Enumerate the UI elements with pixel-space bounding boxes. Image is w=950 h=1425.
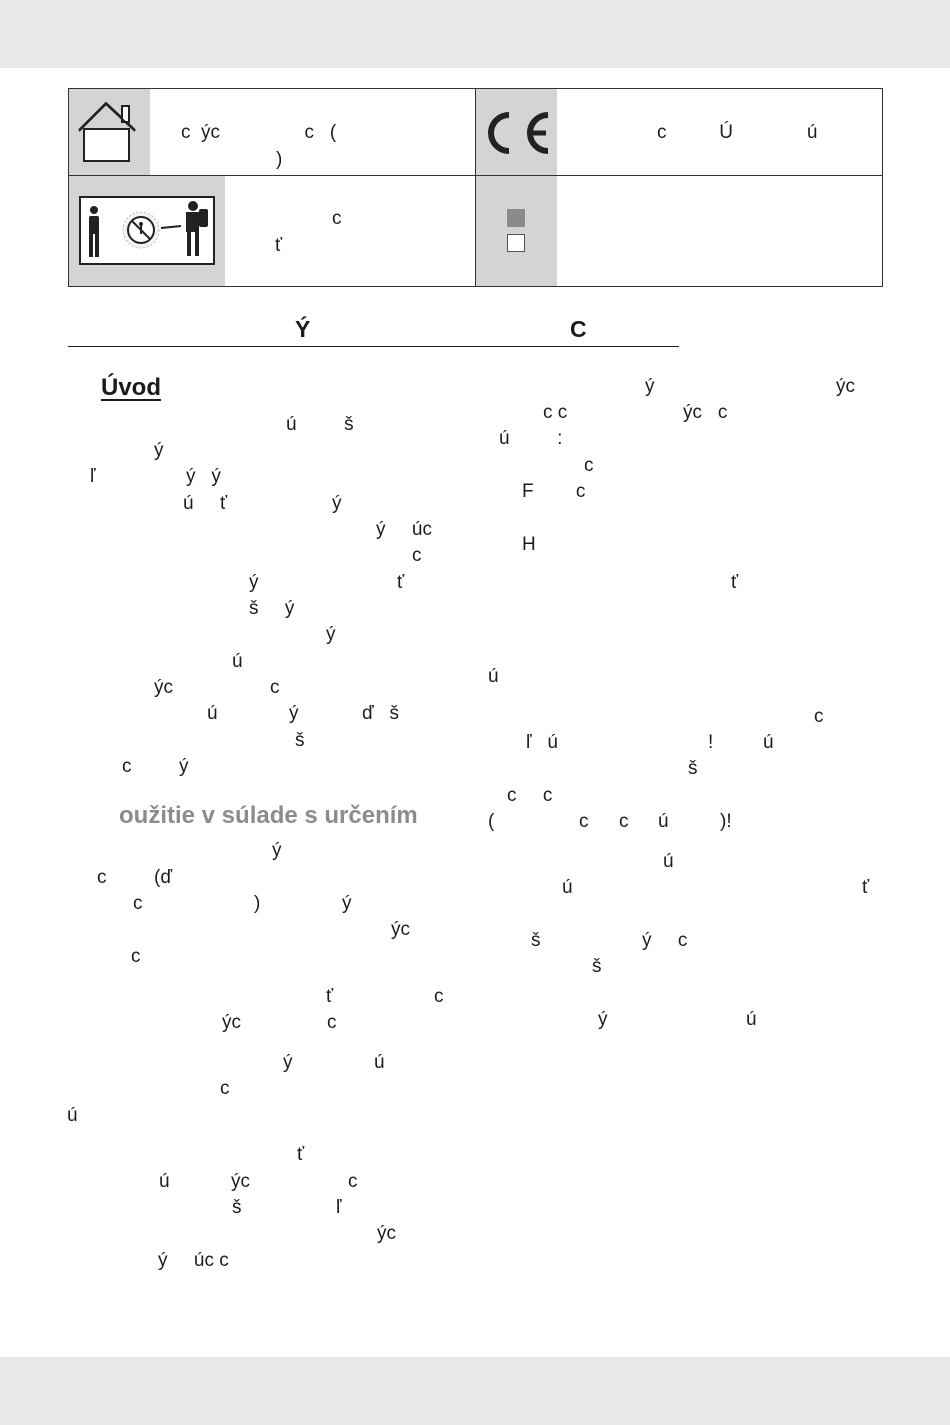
left-text-fragment: ľ (90, 466, 96, 487)
left-text-fragment: c (133, 893, 143, 914)
right-text-fragment: ú : (499, 428, 563, 449)
white-square-icon (507, 234, 525, 252)
right-text-fragment: ľ ú (526, 732, 558, 753)
left-text-fragment: ý úc (376, 519, 432, 540)
house-icon-box (69, 89, 150, 175)
heading-right-glyph: C (570, 316, 587, 342)
left-text-fragment: š ý (249, 598, 295, 619)
left-text-fragment: ú š (286, 414, 354, 435)
left-text-fragment: ý ý (186, 466, 221, 487)
left-text-fragment: c (434, 986, 444, 1007)
right-text-fragment: š (531, 930, 541, 951)
right-text-fragment: ýc c (683, 402, 728, 423)
symbol-cell-indoor (69, 89, 475, 175)
right-text-fragment: ú (663, 851, 674, 872)
left-text-fragment: ď š (362, 703, 400, 724)
keep-away-icon-box (69, 176, 225, 286)
left-text-fragment: š (295, 730, 305, 751)
right-text-fragment: ýc (836, 376, 855, 397)
right-text-fragment: ( (488, 811, 495, 832)
left-text-fragment: ýc (154, 677, 173, 698)
left-text-fragment: ú (159, 1171, 170, 1192)
left-text-fragment: c (ď (97, 867, 173, 888)
right-text-fragment: ť (862, 877, 870, 898)
symbol-table (68, 88, 883, 287)
right-text-fragment: ú (488, 666, 499, 687)
heading-left-glyph: Ý (295, 316, 311, 342)
left-text-fragment: ý (332, 493, 342, 514)
indoor-text-line2: ) (276, 149, 283, 170)
left-text-fragment: c (131, 946, 141, 967)
right-text-fragment: c c (507, 785, 553, 806)
left-text-fragment: c ý (122, 756, 189, 777)
left-text-fragment: ľ (336, 1197, 342, 1218)
right-text-fragment: ť (731, 572, 739, 593)
left-text-fragment: ú (232, 651, 243, 672)
symbol-cell-ce (476, 89, 882, 175)
ce-text: c Ú ú (657, 122, 818, 143)
document-heading (68, 316, 679, 347)
left-text-fragment: ý (342, 893, 352, 914)
left-text-fragment: ýc (231, 1171, 250, 1192)
left-text-fragment: ý (154, 440, 164, 461)
right-text-fragment: c c (543, 402, 568, 423)
left-text-fragment: c (348, 1171, 358, 1192)
left-text-fragment: c (270, 677, 280, 698)
left-text-fragment: š (232, 1197, 242, 1218)
symbol-cell-squares (476, 176, 882, 286)
left-text-fragment: ť (397, 572, 405, 593)
right-text-fragment: F c (522, 481, 586, 502)
bottom-margin-band (0, 1357, 950, 1425)
right-text-fragment: c (584, 455, 594, 476)
left-text-fragment: ť (326, 986, 334, 1007)
left-text-fragment: ý úc c (158, 1250, 229, 1271)
ce-icon-box (476, 89, 557, 175)
right-text-fragment: ú (658, 811, 669, 832)
grey-square-icon (507, 209, 525, 227)
left-text-fragment: ýc (391, 919, 410, 940)
left-text-fragment: c (327, 1012, 337, 1033)
keep-away-text-line1: c (332, 208, 342, 229)
right-text-fragment: c (619, 811, 629, 832)
top-margin-band (0, 0, 950, 68)
house-icon (69, 89, 150, 175)
left-text-fragment: ý (326, 624, 336, 645)
right-text-fragment: c (814, 706, 824, 727)
left-text-fragment: ýc (377, 1223, 396, 1244)
right-text-fragment: š (688, 758, 698, 779)
left-text-fragment: ý (249, 572, 259, 593)
left-text-fragment: ý (289, 703, 299, 724)
right-text-fragment: š (592, 956, 602, 977)
left-text-fragment: c (220, 1078, 230, 1099)
right-text-fragment: ú (746, 1009, 757, 1030)
left-text-fragment: ť (297, 1144, 305, 1165)
section-title-intro: Úvod (101, 374, 161, 401)
left-text-fragment: ú (67, 1105, 78, 1126)
left-text-fragment: ú (374, 1052, 385, 1073)
symbol-cell-keep-away (69, 176, 475, 286)
right-text-fragment: ý (598, 1009, 608, 1030)
right-text-fragment: )! (720, 811, 732, 832)
right-text-fragment: ! (708, 732, 714, 753)
keep-away-spray-icon (69, 176, 225, 286)
left-text-fragment: ý (283, 1052, 293, 1073)
squares-icon-box (476, 176, 557, 286)
indoor-text-line1: c ýc c ( (181, 122, 337, 143)
right-text-fragment: H (522, 534, 536, 555)
right-text-fragment: c (579, 811, 589, 832)
left-text-fragment: ý (272, 840, 282, 861)
section-title-intended-use: oužitie v súlade s určením (119, 802, 418, 829)
left-text-fragment: ýc (222, 1012, 241, 1033)
right-text-fragment: ý (645, 376, 655, 397)
keep-away-text-line2: ť (275, 235, 283, 256)
left-text-fragment: ) (254, 893, 261, 914)
right-text-fragment: ý c (642, 930, 688, 951)
right-text-fragment: ú (763, 732, 774, 753)
ce-mark-icon (476, 89, 557, 175)
left-text-fragment: ú ť (183, 493, 228, 514)
left-text-fragment: ú (207, 703, 218, 724)
left-text-fragment: c (412, 545, 422, 566)
right-text-fragment: ú (562, 877, 573, 898)
